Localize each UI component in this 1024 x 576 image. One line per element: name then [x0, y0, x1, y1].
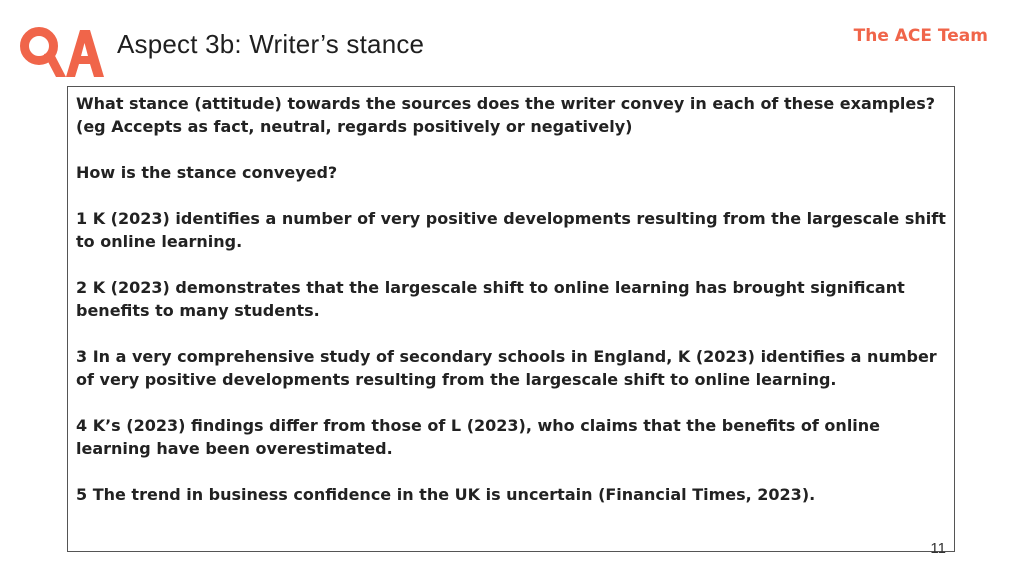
example-3: 3 In a very comprehensive study of secondary schools in England, K (2023) identifies a number of very positive developments resulting from the largescale shift to online learning.: [76, 347, 937, 389]
example-4: 4 K’s (2023) findings differ from those of L (2023), who claims that the benefits of online learning have been overestimated.: [76, 416, 881, 458]
stance-question: How is the stance conveyed?: [76, 163, 338, 182]
example-5: 5 The trend in business confidence in the UK is uncertain (Financial Times, 2023).: [76, 485, 816, 504]
intro-question: What stance (attitude) towards the sources does the writer convey in each of these examples? (eg Accepts as fact, neutral, regards positively or negatively): [76, 94, 936, 136]
page-title: Aspect 3b: Writer’s stance: [117, 29, 425, 59]
page-number: 11: [930, 540, 946, 557]
qa-logo-icon: [18, 22, 104, 84]
team-name: The ACE Team: [853, 26, 988, 46]
example-1: 1 K (2023) identifies a number of very positive developments resulting from the largescale shift to online learning.: [76, 209, 946, 251]
content-box: [67, 86, 955, 552]
example-2: 2 K (2023) demonstrates that the largescale shift to online learning has brought significant benefits to many students.: [76, 278, 905, 320]
